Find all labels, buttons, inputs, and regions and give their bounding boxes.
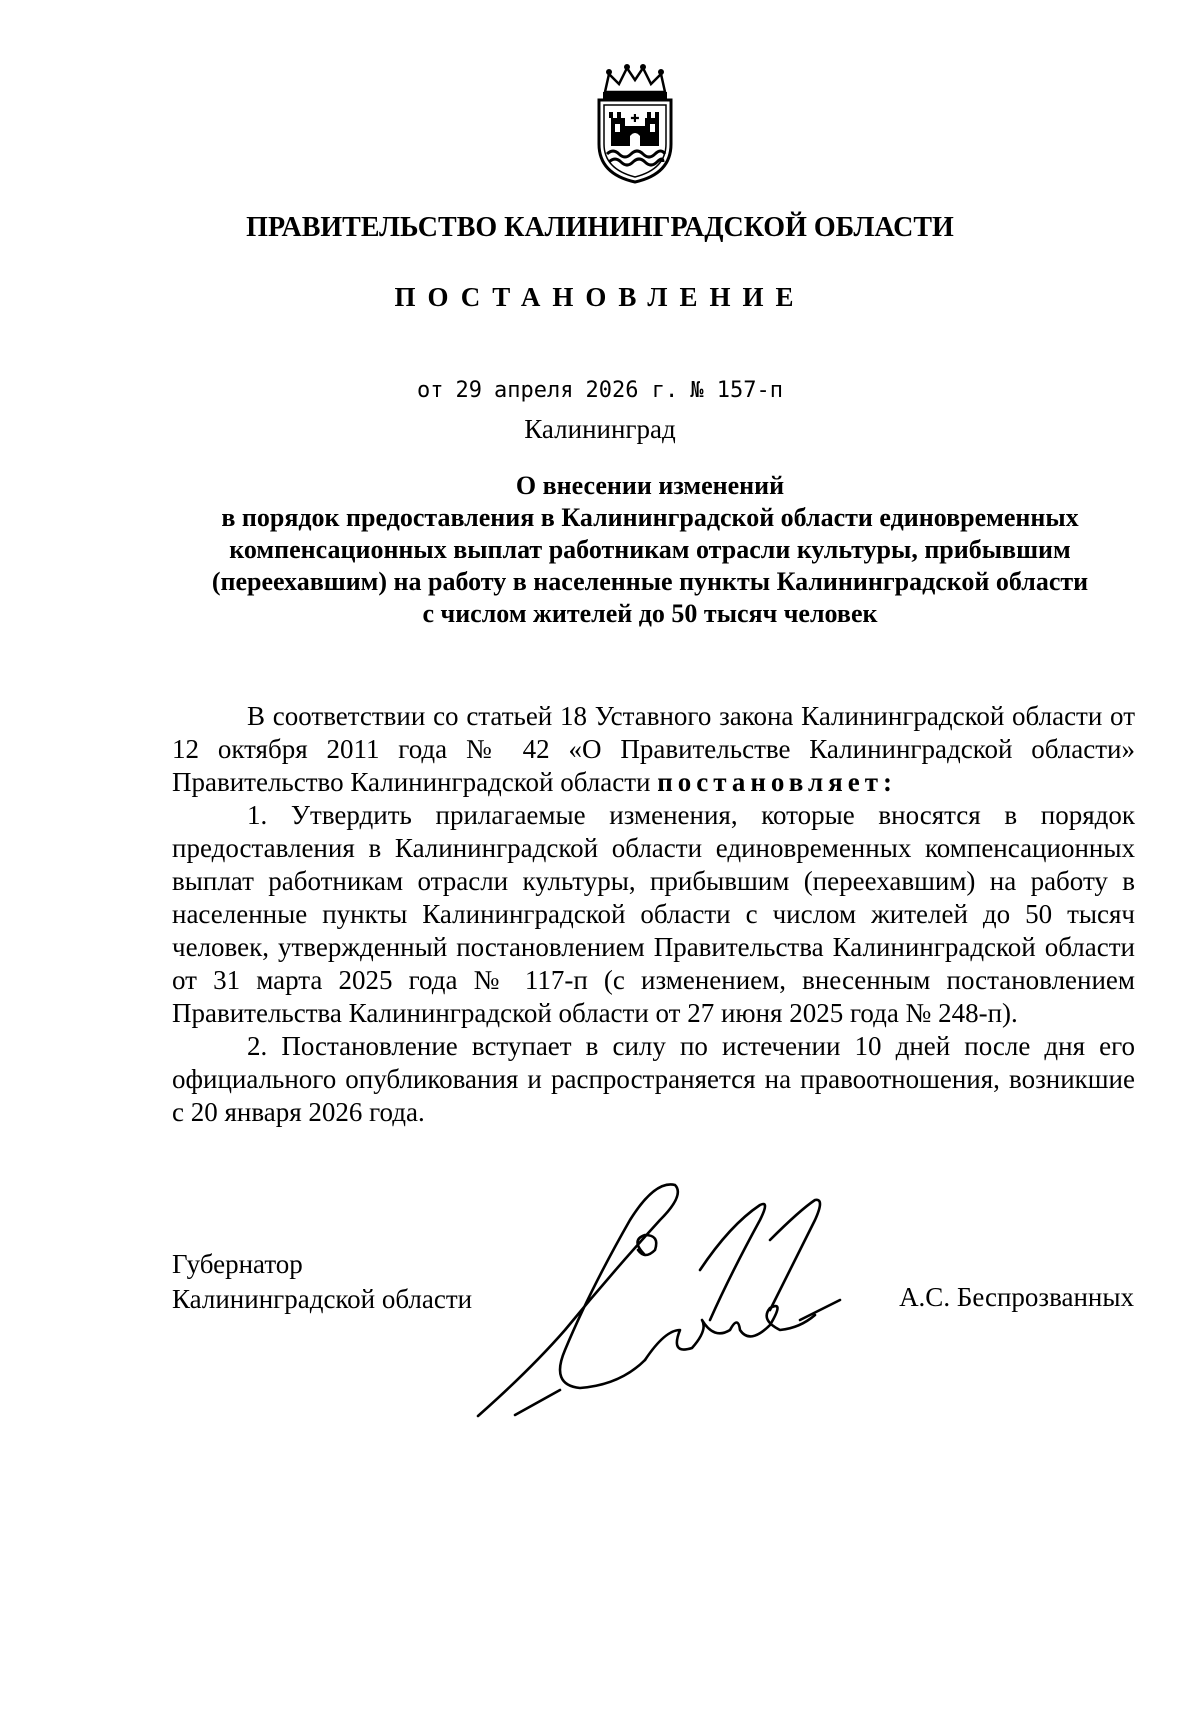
- signatory-title-line: Губернатор: [172, 1249, 303, 1279]
- subject-line: компенсационных выплат работникам отрасли культуры, прибывшим: [229, 535, 1071, 564]
- document-number: № 157-п: [690, 378, 783, 403]
- subject-line: (переехавшим) на работу в населенные пункты Калининградской области: [211, 567, 1089, 596]
- intro-text: В соответствии со статьей 18 Уставного закона Калининградской области от 12 октября 2011 года № 42 «О Правительстве Калининградской области» Правительство Калининградской области: [172, 701, 1135, 797]
- signatory-title-line: Калининградской области: [172, 1284, 473, 1314]
- date-year: 2026 г.: [585, 378, 679, 403]
- svg-text:✚: ✚: [630, 112, 640, 125]
- subject-line: в порядок предоставления в Калининградской области единовременных: [221, 503, 1079, 532]
- subject-line: О внесении изменений: [515, 471, 785, 500]
- item-2-paragraph: 2. Постановление вступает в силу по истечении 10 дней после дня его официального опубликования и распространяется на правоотношения, возникшие с 20 января 2026 года.: [172, 1031, 1135, 1127]
- document-body: [172, 700, 1135, 1129]
- date-number-line: [0, 378, 1200, 403]
- coat-of-arms-icon: [587, 62, 683, 186]
- document-type: ПОСТАНОВЛЕНИЕ: [394, 282, 806, 312]
- signatory-name: А.С. Беспрозванных: [899, 1282, 1134, 1312]
- date-month: апреля: [494, 378, 574, 403]
- city: Калининград: [524, 414, 676, 444]
- date-prefix: от: [417, 378, 444, 403]
- handwritten-signature: [470, 1180, 890, 1420]
- signatory-title: [172, 1247, 472, 1317]
- item-1-paragraph: 1. Утвердить прилагаемые изменения, которые вносятся в порядок предоставления в Калининградской области единовременных компенсационных выплат работникам отрасли культуры, прибывшим (переехавшим) на работу в населенные пункты Калининградской области с числом жителей до 50 тысяч человек, утвержденный постановлением Правительства Калининградской области от 31 марта 2025 года № 117-п (с изменением, внесенным постановлением Правительства Калининградской области от 27 июня 2025 года № 248-п).: [172, 800, 1135, 1028]
- subject-line: с числом жителей до 50 тысяч человек: [422, 599, 878, 628]
- intro-paragraph: [172, 700, 1135, 799]
- organization-name: ПРАВИТЕЛЬСТВО КАЛИНИНГРАДСКОЙ ОБЛАСТИ: [246, 212, 954, 243]
- document-subject: [170, 470, 1130, 630]
- date-day: 29: [455, 378, 483, 403]
- resolves-word: постановляет:: [657, 767, 897, 797]
